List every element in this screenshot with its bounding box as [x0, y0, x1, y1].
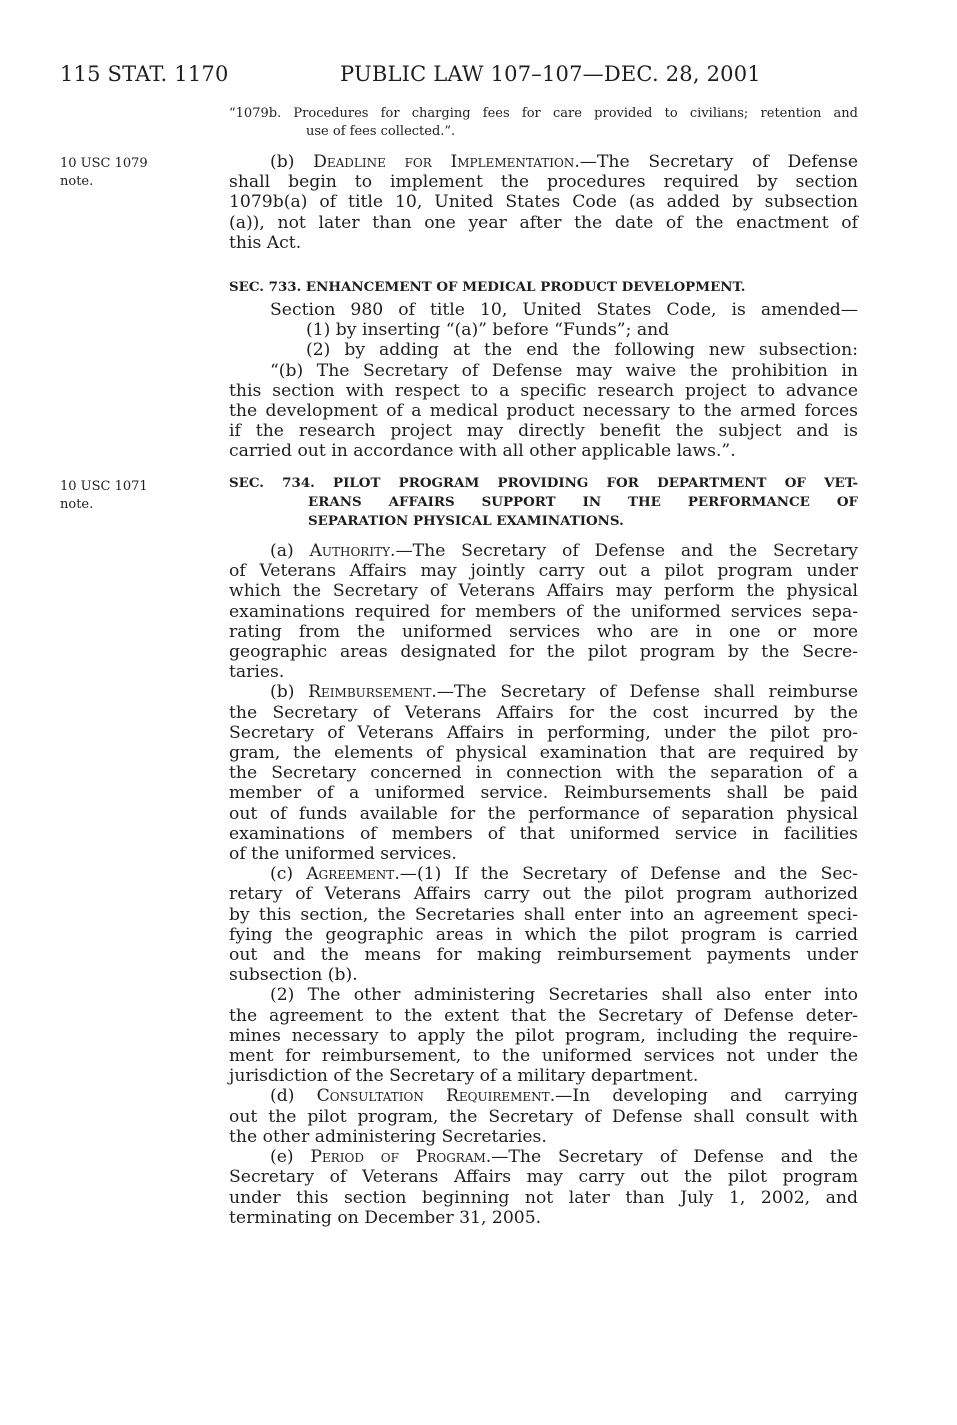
subsection-heading: Period of Program — [310, 1147, 486, 1168]
subsection-heading: Deadline for Implementation — [313, 152, 575, 172]
text-line: ERANS AFFAIRS SUPPORT IN THE PERFORMANCE OF — [308, 494, 858, 510]
text-line: 1079b(a) of title 10, United States Code (as added by subsection — [229, 192, 858, 213]
text-line — [229, 682, 858, 702]
text-line: examinations required for members of the uniformed services sepa- — [229, 601, 858, 622]
text-line: Section 980 of title 10, United States Code, is amended— — [270, 300, 858, 320]
text-line: geographic areas designated for the pilot program by the Secre- — [229, 642, 858, 663]
text-fragment: (b) — [270, 152, 314, 172]
page-header-stat: 115 STAT. 1170 — [60, 62, 229, 86]
text-line: by this section, the Secretaries shall enter into an agreement speci- — [229, 904, 858, 925]
subsection-heading: Agreement — [306, 864, 395, 885]
text-line: out the pilot program, the Secretary of Defense shall consult with — [229, 1106, 858, 1127]
text-line: subsection (b). — [229, 965, 358, 986]
text-fragment: .—In developing and carrying — [549, 1086, 858, 1107]
text-line: “(b) The Secretary of Defense may waive the prohibition in — [270, 360, 858, 381]
text-line — [229, 1086, 858, 1106]
text-line: this section with respect to a specific research project to advance — [229, 380, 858, 401]
text-line: taries. — [229, 662, 285, 683]
text-line: use of fees collected.”. — [306, 124, 456, 139]
text-line: the agreement to the extent that the Secretary of Defense deter- — [229, 1005, 858, 1026]
margin-note-citation: 10 USC 1071 — [60, 479, 148, 494]
text-line: (1) by inserting “(a)” before “Funds”; and — [306, 320, 670, 341]
text-line: Secretary of Veterans Affairs in performing, under the pilot pro- — [229, 722, 858, 743]
text-fragment: .—The Secretary of Defense shall reimburse — [431, 682, 858, 703]
text-line — [229, 152, 858, 172]
text-line: which the Secretary of Veterans Affairs may perform the physical — [229, 581, 858, 602]
text-block-sec733-body — [229, 300, 858, 462]
subsection-heading: Consultation Requirement — [316, 1086, 550, 1107]
text-line: “1079b. Procedures for charging fees for care provided to civilians; retention and — [229, 106, 858, 121]
text-line: fying the geographic areas in which the pilot program is carried — [229, 924, 858, 945]
subsection-heading: Reimbursement — [308, 682, 432, 703]
text-block-amend-close — [229, 105, 858, 141]
text-fragment: .—The Secretary of Defense — [574, 152, 858, 172]
text-fragment: (d) — [270, 1086, 317, 1107]
text-line — [229, 541, 858, 561]
text-fragment: (e) — [270, 1147, 311, 1168]
text-line: of Veterans Affairs may jointly carry out a pilot program under — [229, 561, 858, 582]
page-header-law: PUBLIC LAW 107–107—DEC. 28, 2001 — [340, 62, 761, 86]
text-line: mines necessary to apply the pilot program, including the require- — [229, 1025, 858, 1046]
text-line: examinations of members of that uniformed service in facilities — [229, 823, 858, 844]
text-line: rating from the uniformed services who are in one or more — [229, 621, 858, 642]
text-line: (a)), not later than one year after the date of the enactment of — [229, 212, 858, 233]
margin-note-citation: 10 USC 1079 — [60, 156, 148, 171]
text-line: jurisdiction of the Secretary of a military department. — [229, 1066, 699, 1087]
text-line: the other administering Secretaries. — [229, 1126, 547, 1147]
text-fragment: .—The Secretary of Defense and the — [485, 1147, 858, 1168]
text-line: ment for reimbursement, to the uniformed services not under the — [229, 1046, 858, 1067]
text-line: (2) by adding at the end the following new subsection: — [306, 340, 858, 361]
text-line: SEC. 734. PILOT PROGRAM PROVIDING FOR DEPARTMENT OF VET- — [229, 475, 858, 491]
text-line: SEPARATION PHYSICAL EXAMINATIONS. — [308, 513, 624, 529]
text-fragment: .—The Secretary of Defense and the Secretary — [390, 541, 859, 561]
margin-note-label: note. — [60, 497, 94, 512]
text-fragment: (c) — [270, 864, 307, 885]
text-line — [229, 864, 858, 884]
text-line: retary of Veterans Affairs carry out the pilot program authorized — [229, 884, 858, 905]
text-line: out and the means for making reimbursement payments under — [229, 945, 858, 966]
margin-note-label: note. — [60, 174, 94, 189]
text-block-deadline — [229, 152, 858, 253]
text-fragment: (b) — [270, 682, 309, 703]
text-line: of the uniformed services. — [229, 844, 457, 865]
text-line: this Act. — [229, 232, 302, 253]
text-line: gram, the elements of physical examination that are required by — [229, 743, 858, 764]
text-fragment: .—(1) If the Secretary of Defense and the Sec- — [394, 864, 858, 885]
text-block-authority — [229, 541, 858, 1228]
text-line: carried out in accordance with all other applicable laws.”. — [229, 441, 736, 462]
text-block-sec734-head — [229, 474, 858, 531]
text-line: member of a uniformed service. Reimbursements shall be paid — [229, 783, 858, 804]
text-line: shall begin to implement the procedures required by section — [229, 172, 858, 193]
text-line: SEC. 733. ENHANCEMENT OF MEDICAL PRODUCT DEVELOPMENT. — [229, 279, 746, 295]
text-line: terminating on December 31, 2005. — [229, 1207, 542, 1228]
text-line: (2) The other administering Secretaries shall also enter into — [270, 985, 858, 1006]
text-line: the Secretary of Veterans Affairs for the cost incurred by the — [229, 702, 858, 723]
subsection-heading: Authority — [309, 541, 391, 561]
text-line: the Secretary concerned in connection with the separation of a — [229, 763, 858, 784]
text-block-sec733-head — [229, 278, 858, 297]
text-line: Secretary of Veterans Affairs may carry out the pilot program — [229, 1167, 858, 1188]
text-fragment: (a) — [270, 541, 310, 561]
text-line: the development of a medical product necessary to the armed forces — [229, 401, 858, 422]
text-line — [229, 1147, 858, 1167]
text-line: if the research project may directly benefit the subject and is — [229, 421, 858, 442]
text-line: under this section beginning not later than July 1, 2002, and — [229, 1187, 858, 1208]
text-line: out of funds available for the performance of separation physical — [229, 803, 858, 824]
